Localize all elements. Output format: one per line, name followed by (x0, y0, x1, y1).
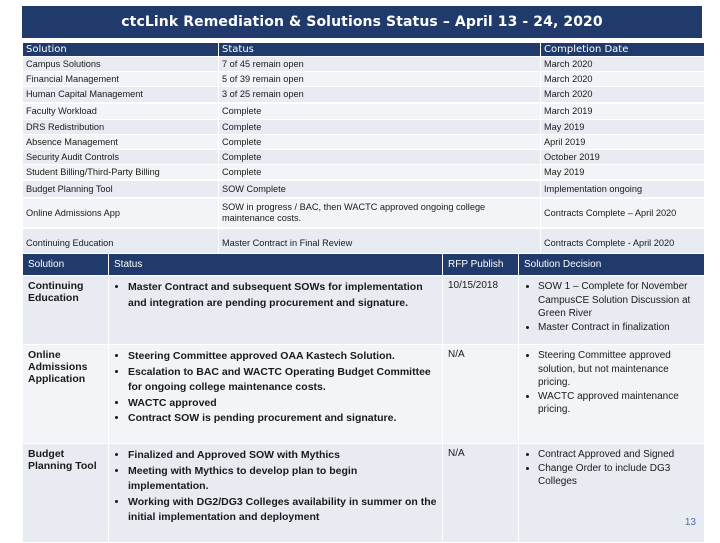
header-solution: Solution (23, 254, 109, 276)
cell-solution: Online Admissions App (23, 198, 219, 228)
cell-completion: October 2019 (541, 150, 705, 165)
cell-status: 3 of 25 remain open (219, 87, 541, 104)
cell-solution: Financial Management (23, 72, 219, 87)
cell-solution: DRS Redistribution (23, 120, 219, 135)
cell-status: Complete (219, 150, 541, 165)
rfp-table-header (23, 254, 705, 276)
cell-status (109, 444, 443, 543)
header-rfp-publish: RFP Publish (443, 254, 519, 276)
header-status: Status (219, 43, 541, 57)
status-list (114, 349, 437, 427)
status-bullet: • Contract SOW is pending procurement and signature. (128, 411, 437, 427)
cell-status: 7 of 45 remain open (219, 57, 541, 72)
cell-solution: Budget Planning Tool (23, 444, 109, 543)
rfp-table-body (23, 276, 705, 543)
status-table-header (23, 43, 705, 57)
cell-solution: Student Billing/Third-Party Billing (23, 165, 219, 181)
cell-rfp-publish: N/A (443, 444, 519, 543)
rfp-table (22, 253, 705, 543)
table-row (23, 135, 705, 150)
cell-completion: March 2020 (541, 57, 705, 72)
cell-completion: March 2019 (541, 103, 705, 120)
table-row (23, 276, 705, 345)
cell-solution: Continuing Education (23, 276, 109, 345)
cell-status: SOW Complete (219, 180, 541, 198)
table-row (23, 120, 705, 135)
status-bullet: • Working with DG2/DG3 Colleges availability in summer on the initial implementation and deployment (128, 495, 437, 526)
status-bullet: • Steering Committee approved OAA Kastech Solution. (128, 349, 437, 365)
status-bullet: • WACTC approved (128, 396, 437, 412)
table-row (23, 72, 705, 87)
status-bullet: • Finalized and Approved SOW with Mythics (128, 448, 437, 464)
cell-solution: Security Audit Controls (23, 150, 219, 165)
cell-completion: March 2020 (541, 87, 705, 104)
slide-title: ctcLink Remediation & Solutions Status – April 13 - 24, 2020 (22, 6, 702, 38)
decision-bullet: • Contract Approved and Signed (538, 448, 699, 462)
decision-bullet: • SOW 1 – Complete for November CampusCE Solution Discussion at Green River (538, 280, 699, 321)
cell-status: Complete (219, 103, 541, 120)
header-status: Status (109, 254, 443, 276)
cell-solution-decision (519, 444, 705, 543)
table-row (23, 345, 705, 444)
cell-completion: Implementation ongoing (541, 180, 705, 198)
table-row (23, 103, 705, 120)
decision-list (524, 349, 699, 417)
status-bullet: • Escalation to BAC and WACTC Operating Budget Committee for ongoing college maintenance costs. (128, 365, 437, 396)
decision-bullet: • Steering Committee approved solution, but not maintenance pricing. (538, 349, 699, 390)
cell-completion: Contracts Complete – April 2020 (541, 198, 705, 228)
table-row (23, 198, 705, 228)
cell-completion: May 2019 (541, 165, 705, 181)
cell-solution: Absence Management (23, 135, 219, 150)
cell-status: 5 of 39 remain open (219, 72, 541, 87)
cell-solution: Online Admissions Application (23, 345, 109, 444)
header-solution-decision: Solution Decision (519, 254, 705, 276)
cell-status: Complete (219, 135, 541, 150)
cell-solution: Budget Planning Tool (23, 180, 219, 198)
cell-rfp-publish: 10/15/2018 (443, 276, 519, 345)
table-row (23, 57, 705, 72)
table-row (23, 150, 705, 165)
cell-status: Complete (219, 120, 541, 135)
status-bullet: • Master Contract and subsequent SOWs for implementation and integration are pending procurement and signature. (128, 280, 437, 311)
decision-bullet: • WACTC approved maintenance pricing. (538, 390, 699, 417)
table-row (23, 87, 705, 104)
cell-solution: Faculty Workload (23, 103, 219, 120)
cell-status (109, 276, 443, 345)
cell-solution-decision (519, 276, 705, 345)
status-list (114, 280, 437, 311)
table-row (23, 180, 705, 198)
status-table (22, 42, 705, 258)
header-completion-date: Completion Date (541, 43, 705, 57)
cell-rfp-publish: N/A (443, 345, 519, 444)
decision-bullet: • Change Order to include DG3 Colleges (538, 462, 699, 489)
decision-bullet: • Master Contract in finalization (538, 321, 699, 335)
cell-status: Complete (219, 165, 541, 181)
decision-list (524, 280, 699, 334)
cell-solution-decision (519, 345, 705, 444)
cell-completion: Contracts Complete - April 2020 (541, 228, 705, 258)
table-row (23, 444, 705, 543)
cell-completion: May 2019 (541, 120, 705, 135)
status-list (114, 448, 437, 526)
header-solution: Solution (23, 43, 219, 57)
page-number: 13 (684, 517, 696, 528)
cell-status (109, 345, 443, 444)
cell-status: Master Contract in Final Review (219, 228, 541, 258)
table-row (23, 165, 705, 181)
status-table-body (23, 57, 705, 258)
decision-list (524, 448, 699, 489)
cell-completion: April 2019 (541, 135, 705, 150)
cell-solution: Continuing Education (23, 228, 219, 258)
cell-solution: Human Capital Management (23, 87, 219, 104)
cell-solution: Campus Solutions (23, 57, 219, 72)
status-bullet: • Meeting with Mythics to develop plan to begin implementation. (128, 464, 437, 495)
cell-completion: March 2020 (541, 72, 705, 87)
cell-status: SOW in progress / BAC, then WACTC approved ongoing college maintenance costs. (219, 198, 541, 228)
